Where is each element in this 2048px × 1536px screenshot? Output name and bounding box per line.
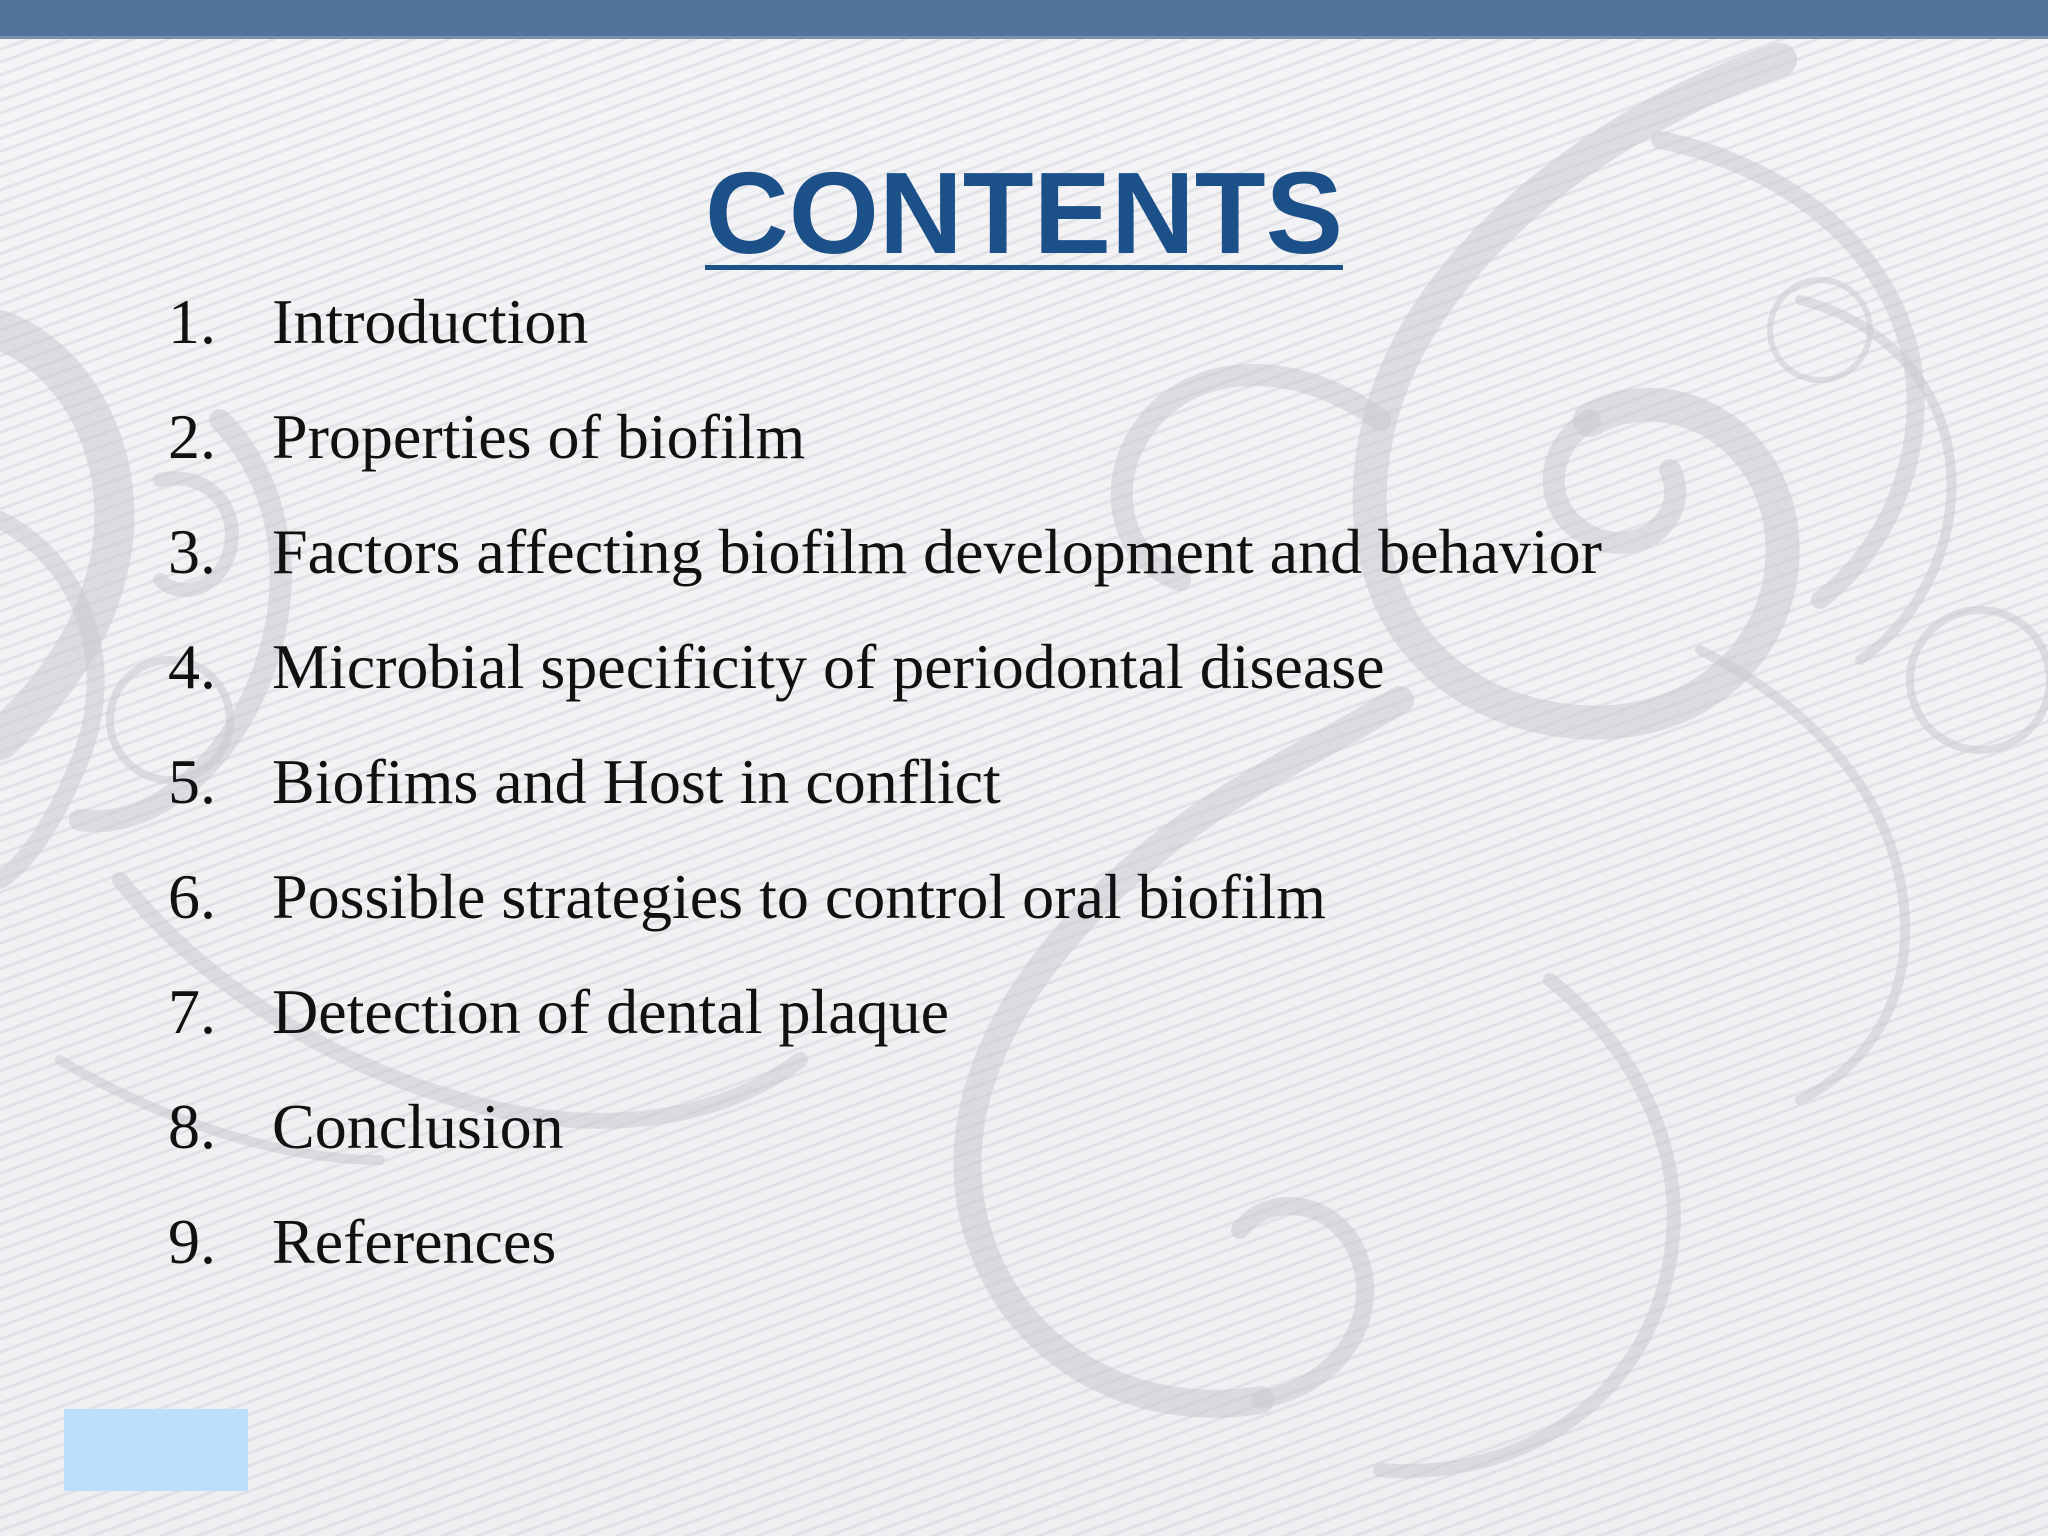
contents-list <box>168 272 1602 1307</box>
list-item <box>168 1077 1602 1192</box>
list-item <box>168 962 1602 1077</box>
list-item <box>168 847 1602 962</box>
list-item-text: Possible strategies to control oral biofilm <box>272 861 1327 932</box>
list-item-text: Biofims and Host in conflict <box>272 746 1001 817</box>
list-item-number: 4. <box>168 631 216 702</box>
list-item-text: Properties of biofilm <box>272 401 806 472</box>
list-item <box>168 732 1602 847</box>
list-item-text: Introduction <box>272 286 589 357</box>
list-item <box>168 1192 1602 1307</box>
page-title-text: CONTENTS <box>705 148 1343 278</box>
list-item <box>168 387 1602 502</box>
page-title <box>0 148 2048 278</box>
list-item-text: Conclusion <box>272 1091 564 1162</box>
list-item-number: 3. <box>168 516 216 587</box>
list-item-number: 7. <box>168 976 216 1047</box>
list-item-number: 8. <box>168 1091 216 1162</box>
list-item-number: 5. <box>168 746 216 817</box>
list-item-text: Detection of dental plaque <box>272 976 950 1047</box>
list-item <box>168 272 1602 387</box>
list-item <box>168 617 1602 732</box>
list-item-number: 1. <box>168 286 216 357</box>
list-item-number: 6. <box>168 861 216 932</box>
list-item-text: Factors affecting biofilm development and behavior <box>272 516 1602 587</box>
list-item-number: 2. <box>168 401 216 472</box>
corner-placeholder-box <box>64 1409 248 1491</box>
list-item <box>168 502 1602 617</box>
list-item-text: Microbial specificity of periodontal disease <box>272 631 1385 702</box>
list-item-number: 9. <box>168 1206 216 1277</box>
list-item-text: References <box>272 1206 557 1277</box>
